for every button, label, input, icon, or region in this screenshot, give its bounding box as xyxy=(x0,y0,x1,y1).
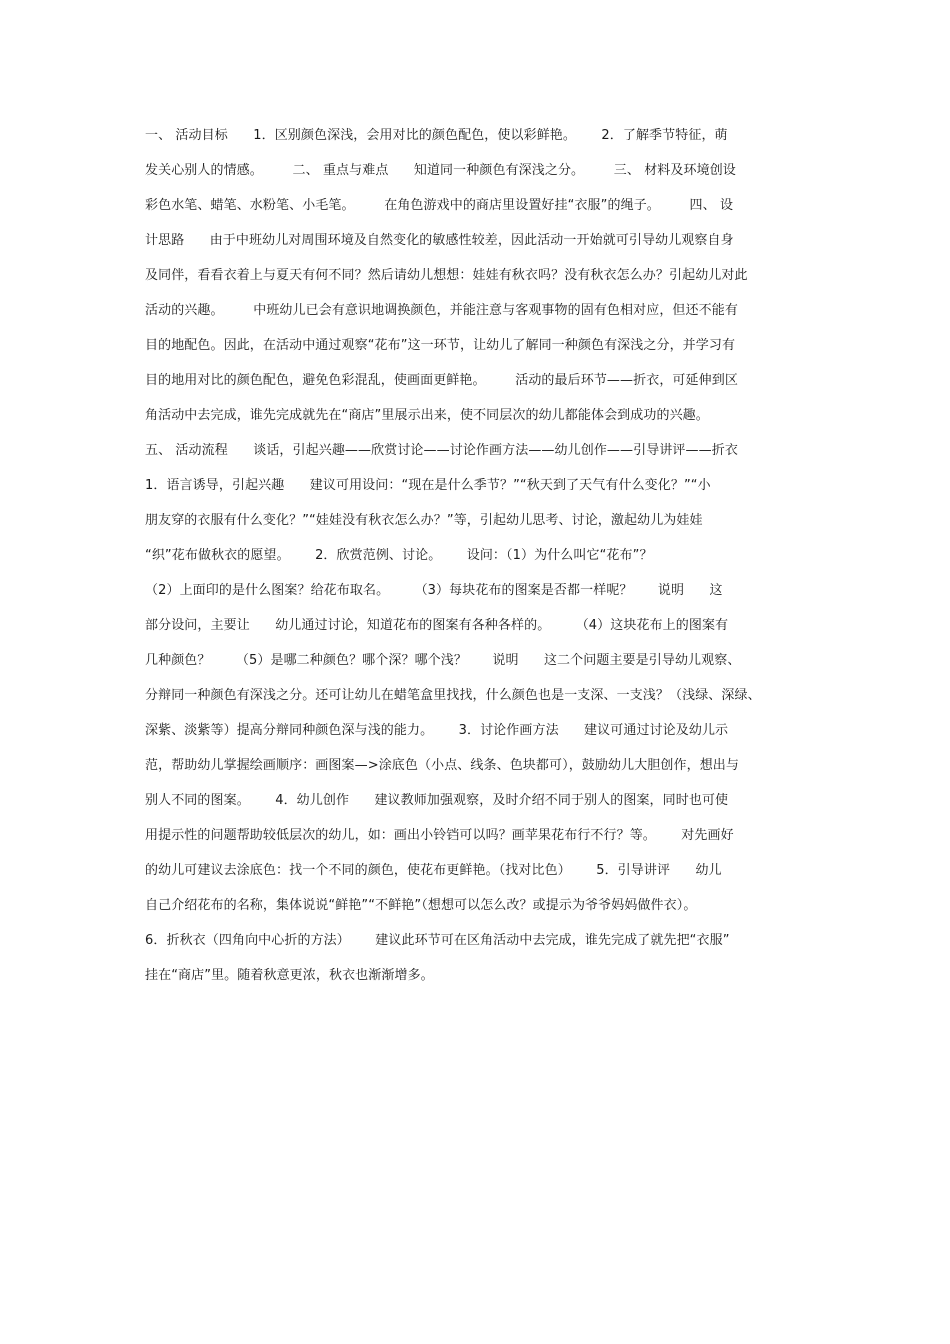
text-line: 自己介绍花布的名称，集体说说“鲜艳”“不鲜艳”（想想可以怎么改？或提示为爷爷妈妈做件衣）。 xyxy=(145,898,697,913)
text-line: 范，帮助幼儿掌握绘画顺序：画图案—>涂底色（小点、线条、色块都可），鼓励幼儿大胆创作，想出与 xyxy=(145,758,739,773)
text-line: 1．语言诱导，引起兴趣 建议可用设问：“现在是什么季节？”“秋天到了天气有什么变化？”“小 xyxy=(145,478,711,493)
text-line: 挂在“商店”里。随着秋意更浓，秋衣也渐渐增多。 xyxy=(145,968,434,983)
text-line: 彩色水笔、蜡笔、水粉笔、小毛笔。 在角色游戏中的商店里设置好挂“衣服”的绳子。 四、 设 xyxy=(145,198,734,213)
text-line: 目的地配色。因此，在活动中通过观察“花布”这一环节，让幼儿了解同一种颜色有深浅之分，并学习有 xyxy=(145,338,736,353)
text-line: （2）上面印的是什么图案？给花布取名。 （3）每块花布的图案是否都一样呢？ 说明 这 xyxy=(145,583,723,598)
text-line: 目的地用对比的颜色配色，避免色彩混乱，使画面更鲜艳。 活动的最后环节——折衣，可延伸到区 xyxy=(145,373,738,388)
text-line: 发关心别人的情感。 二、 重点与难点 知道同一种颜色有深浅之分。 三、 材料及环境创设 xyxy=(145,163,736,178)
text-line: 一、 活动目标 1．区别颜色深浅，会用对比的颜色配色，使以彩鲜艳。 2．了解季节特征，萌 xyxy=(145,128,728,143)
text-line: 6．折秋衣（四角向中心折的方法） 建议此环节可在区角活动中去完成，谁先完成了就先把“衣服” xyxy=(145,933,730,948)
text-line: “织”花布做秋衣的愿望。 2．欣赏范例、讨论。 设问：（1）为什么叫它“花布”？ xyxy=(145,548,653,563)
text-line: 计思路 由于中班幼儿对周围环境及自然变化的敏感性较差，因此活动一开始就可引导幼儿观察自身 xyxy=(145,233,734,248)
text-line: 别人不同的图案。 4．幼儿创作 建议教师加强观察，及时介绍不同于别人的图案，同时也可使 xyxy=(145,793,729,808)
document-body xyxy=(145,124,815,999)
text-line: 及同伴，看看衣着上与夏天有何不同？然后请幼儿想想：娃娃有秋衣吗？没有秋衣怎么办？引起幼儿对此 xyxy=(145,268,748,283)
text-line: 几种颜色？ （5）是哪二种颜色？哪个深？哪个浅？ 说明 这二个问题主要是引导幼儿观察、 xyxy=(145,653,741,668)
text-line: 分辩同一种颜色有深浅之分。还可让幼儿在蜡笔盒里找找，什么颜色也是一支深、一支浅？（浅绿、深绿、 xyxy=(145,688,761,703)
text-line: 的幼儿可建议去涂底色：找一个不同的颜色，使花布更鲜艳。（找对比色） 5．引导讲评 幼儿 xyxy=(145,863,722,878)
text-line: 活动的兴趣。 中班幼儿已会有意识地调换颜色，并能注意与客观事物的固有色相对应，但还不能有 xyxy=(145,303,738,318)
text-line: 朋友穿的衣服有什么变化？”“娃娃没有秋衣怎么办？”等，引起幼儿思考、讨论，激起幼儿为娃娃 xyxy=(145,513,703,528)
text-line: 用提示性的问题帮助较低层次的幼儿，如：画出小铃铛可以吗？画苹果花布行不行？等。 对先画好 xyxy=(145,828,734,843)
text-line: 部分设问，主要让 幼儿通过讨论，知道花布的图案有各种各样的。 （4）这块花布上的图案有 xyxy=(145,618,729,633)
text-line: 深紫、淡紫等）提高分辩同种颜色深与浅的能力。 3．讨论作画方法 建议可通过讨论及幼儿示 xyxy=(145,723,729,738)
text-line: 五、 活动流程 谈话，引起兴趣——欣赏讨论——讨论作画方法——幼儿创作——引导讲评——折衣 xyxy=(145,443,738,458)
text-line: 角活动中去完成，谁先完成就先在“商店”里展示出来，使不同层次的幼儿都能体会到成功的兴趣。 xyxy=(145,408,709,423)
